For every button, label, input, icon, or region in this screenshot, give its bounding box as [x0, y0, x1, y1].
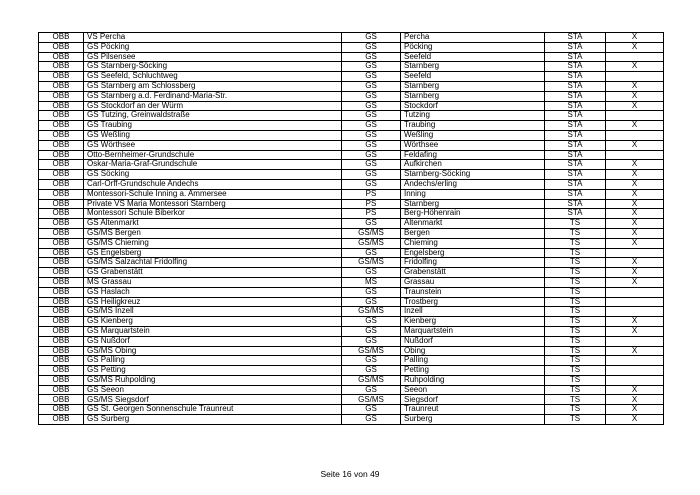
mark-cell: X: [606, 268, 664, 278]
district-cell: TS: [545, 356, 606, 366]
school-type-cell: GS/MS: [342, 346, 401, 356]
table-row: [39, 238, 664, 248]
district-cell: STA: [545, 42, 606, 52]
region-cell: OBB: [39, 356, 84, 366]
region-cell: OBB: [39, 297, 84, 307]
mark-cell: [606, 72, 664, 82]
table-row: [39, 189, 664, 199]
location-cell: Traunreut: [401, 405, 545, 415]
location-cell: Starnberg: [401, 199, 545, 209]
location-cell: Traunstein: [401, 287, 545, 297]
district-cell: STA: [545, 52, 606, 62]
district-cell: TS: [545, 277, 606, 287]
district-cell: STA: [545, 160, 606, 170]
region-cell: OBB: [39, 277, 84, 287]
school-type-cell: GS: [342, 336, 401, 346]
location-cell: Aufkirchen: [401, 160, 545, 170]
district-cell: STA: [545, 121, 606, 131]
school-name-cell: GS Wörthsee: [84, 140, 342, 150]
region-cell: OBB: [39, 228, 84, 238]
school-name-cell: GS Pöcking: [84, 42, 342, 52]
region-cell: OBB: [39, 209, 84, 219]
school-name-cell: Montessori Schule Biberkor: [84, 209, 342, 219]
school-type-cell: GS/MS: [342, 395, 401, 405]
mark-cell: X: [606, 209, 664, 219]
table-row: [39, 366, 664, 376]
table-row: [39, 268, 664, 278]
region-cell: OBB: [39, 130, 84, 140]
table-row: [39, 336, 664, 346]
district-cell: STA: [545, 199, 606, 209]
school-type-cell: GS: [342, 287, 401, 297]
location-cell: Trostberg: [401, 297, 545, 307]
table-row: [39, 287, 664, 297]
district-cell: TS: [545, 258, 606, 268]
school-name-cell: GS Söcking: [84, 170, 342, 180]
district-cell: STA: [545, 179, 606, 189]
table-row: [39, 356, 664, 366]
district-cell: STA: [545, 189, 606, 199]
region-cell: OBB: [39, 150, 84, 160]
table-row: [39, 346, 664, 356]
location-cell: Seefeld: [401, 72, 545, 82]
table-row: [39, 385, 664, 395]
school-name-cell: GS Altenmarkt: [84, 219, 342, 229]
mark-cell: [606, 287, 664, 297]
school-name-cell: GS Palling: [84, 356, 342, 366]
school-name-cell: GS Traubing: [84, 121, 342, 131]
table-row: [39, 72, 664, 82]
region-cell: OBB: [39, 189, 84, 199]
table-row: [39, 209, 664, 219]
mark-cell: [606, 366, 664, 376]
mark-cell: X: [606, 238, 664, 248]
region-cell: OBB: [39, 258, 84, 268]
location-cell: Seefeld: [401, 52, 545, 62]
school-type-cell: GS/MS: [342, 375, 401, 385]
school-name-cell: GS Tutzing, Greinwaldstraße: [84, 111, 342, 121]
school-name-cell: GS Surberg: [84, 415, 342, 425]
table-row: [39, 140, 664, 150]
district-cell: STA: [545, 91, 606, 101]
school-name-cell: GS/MS Bergen: [84, 228, 342, 238]
school-table: [38, 32, 664, 425]
school-type-cell: GS: [342, 111, 401, 121]
table-row: [39, 415, 664, 425]
school-name-cell: GS Kienberg: [84, 317, 342, 327]
mark-cell: X: [606, 258, 664, 268]
mark-cell: [606, 375, 664, 385]
location-cell: Starnberg: [401, 62, 545, 72]
school-name-cell: GS/MS Ruhpolding: [84, 375, 342, 385]
region-cell: OBB: [39, 52, 84, 62]
district-cell: TS: [545, 366, 606, 376]
mark-cell: X: [606, 277, 664, 287]
mark-cell: X: [606, 179, 664, 189]
school-name-cell: Montessori-Schule Inning a. Ammersee: [84, 189, 342, 199]
school-type-cell: GS: [342, 385, 401, 395]
school-type-cell: GS/MS: [342, 307, 401, 317]
region-cell: OBB: [39, 160, 84, 170]
mark-cell: X: [606, 189, 664, 199]
location-cell: Percha: [401, 33, 545, 43]
region-cell: OBB: [39, 268, 84, 278]
school-name-cell: GS Engelsberg: [84, 248, 342, 258]
table-row: [39, 130, 664, 140]
table-row: [39, 170, 664, 180]
school-type-cell: PS: [342, 189, 401, 199]
region-cell: OBB: [39, 336, 84, 346]
location-cell: Weßling: [401, 130, 545, 140]
table-row: [39, 307, 664, 317]
region-cell: OBB: [39, 326, 84, 336]
location-cell: Berg-Höhenrain: [401, 209, 545, 219]
region-cell: OBB: [39, 346, 84, 356]
school-type-cell: GS: [342, 160, 401, 170]
location-cell: Andechs/erling: [401, 179, 545, 189]
location-cell: Kienberg: [401, 317, 545, 327]
school-type-cell: GS: [342, 268, 401, 278]
mark-cell: [606, 248, 664, 258]
table-row: [39, 248, 664, 258]
table-row: [39, 277, 664, 287]
school-type-cell: GS: [342, 317, 401, 327]
region-cell: OBB: [39, 248, 84, 258]
school-type-cell: PS: [342, 199, 401, 209]
school-type-cell: GS: [342, 52, 401, 62]
school-type-cell: GS: [342, 33, 401, 43]
school-type-cell: GS: [342, 170, 401, 180]
location-cell: Starnberg: [401, 81, 545, 91]
region-cell: OBB: [39, 307, 84, 317]
school-name-cell: GS/MS Chieming: [84, 238, 342, 248]
region-cell: OBB: [39, 405, 84, 415]
mark-cell: [606, 130, 664, 140]
region-cell: OBB: [39, 72, 84, 82]
location-cell: Wörthsee: [401, 140, 545, 150]
school-name-cell: GS/MS Siegsdorf: [84, 395, 342, 405]
school-name-cell: GS/MS Salzachtal Fridolfing: [84, 258, 342, 268]
school-type-cell: GS: [342, 179, 401, 189]
mark-cell: X: [606, 121, 664, 131]
table-row: [39, 258, 664, 268]
table-row: [39, 219, 664, 229]
district-cell: STA: [545, 140, 606, 150]
school-name-cell: Oskar-Maria-Graf-Grundschule: [84, 160, 342, 170]
location-cell: Altenmarkt: [401, 219, 545, 229]
school-name-cell: GS Starnberg-Söcking: [84, 62, 342, 72]
school-name-cell: GS Stockdorf an der Würm: [84, 101, 342, 111]
district-cell: TS: [545, 405, 606, 415]
district-cell: STA: [545, 209, 606, 219]
school-name-cell: GS Nußdorf: [84, 336, 342, 346]
location-cell: Inning: [401, 189, 545, 199]
region-cell: OBB: [39, 42, 84, 52]
school-name-cell: GS Heiligkreuz: [84, 297, 342, 307]
school-type-cell: GS: [342, 150, 401, 160]
page-footer: Seite 16 von 49: [320, 469, 380, 479]
school-type-cell: GS: [342, 356, 401, 366]
region-cell: OBB: [39, 101, 84, 111]
district-cell: STA: [545, 72, 606, 82]
region-cell: OBB: [39, 287, 84, 297]
mark-cell: X: [606, 405, 664, 415]
mark-cell: X: [606, 160, 664, 170]
region-cell: OBB: [39, 62, 84, 72]
location-cell: Inzell: [401, 307, 545, 317]
mark-cell: X: [606, 199, 664, 209]
region-cell: OBB: [39, 366, 84, 376]
location-cell: Palling: [401, 356, 545, 366]
table-row: [39, 199, 664, 209]
district-cell: TS: [545, 248, 606, 258]
school-name-cell: GS Petting: [84, 366, 342, 376]
school-name-cell: GS St. Georgen Sonnenschule Traunreut: [84, 405, 342, 415]
school-type-cell: GS/MS: [342, 228, 401, 238]
region-cell: OBB: [39, 121, 84, 131]
location-cell: Grassau: [401, 277, 545, 287]
table-row: [39, 91, 664, 101]
region-cell: OBB: [39, 33, 84, 43]
district-cell: STA: [545, 111, 606, 121]
school-type-cell: GS/MS: [342, 238, 401, 248]
mark-cell: X: [606, 326, 664, 336]
district-cell: TS: [545, 385, 606, 395]
mark-cell: X: [606, 415, 664, 425]
table-row: [39, 395, 664, 405]
location-cell: Marquartstein: [401, 326, 545, 336]
district-cell: TS: [545, 326, 606, 336]
district-cell: TS: [545, 415, 606, 425]
region-cell: OBB: [39, 375, 84, 385]
location-cell: Traubing: [401, 121, 545, 131]
region-cell: OBB: [39, 395, 84, 405]
location-cell: Seeon: [401, 385, 545, 395]
table-row: [39, 375, 664, 385]
region-cell: OBB: [39, 140, 84, 150]
location-cell: Starnberg: [401, 91, 545, 101]
mark-cell: X: [606, 42, 664, 52]
region-cell: OBB: [39, 385, 84, 395]
school-name-cell: GS Weßling: [84, 130, 342, 140]
school-name-cell: GS Grabenstätt: [84, 268, 342, 278]
school-name-cell: GS Seeon: [84, 385, 342, 395]
table-row: [39, 326, 664, 336]
school-type-cell: GS: [342, 42, 401, 52]
location-cell: Siegsdorf: [401, 395, 545, 405]
location-cell: Feldafing: [401, 150, 545, 160]
school-type-cell: PS: [342, 209, 401, 219]
mark-cell: X: [606, 385, 664, 395]
location-cell: Grabenstätt: [401, 268, 545, 278]
district-cell: TS: [545, 307, 606, 317]
school-name-cell: GS Pilsensee: [84, 52, 342, 62]
table-row: [39, 42, 664, 52]
school-name-cell: VS Percha: [84, 33, 342, 43]
mark-cell: X: [606, 140, 664, 150]
school-name-cell: GS Starnberg am Schlossberg: [84, 81, 342, 91]
table-row: [39, 297, 664, 307]
district-cell: STA: [545, 150, 606, 160]
location-cell: Nußdorf: [401, 336, 545, 346]
location-cell: Fridolfing: [401, 258, 545, 268]
mark-cell: X: [606, 33, 664, 43]
district-cell: STA: [545, 101, 606, 111]
school-name-cell: GS Haslach: [84, 287, 342, 297]
mark-cell: X: [606, 101, 664, 111]
region-cell: OBB: [39, 199, 84, 209]
school-name-cell: GS Starnberg a.d. Ferdinand-Maria-Str.: [84, 91, 342, 101]
location-cell: Surberg: [401, 415, 545, 425]
mark-cell: [606, 297, 664, 307]
table-row: [39, 62, 664, 72]
district-cell: STA: [545, 130, 606, 140]
school-table-body: [39, 33, 664, 425]
mark-cell: [606, 356, 664, 366]
school-name-cell: MS Grassau: [84, 277, 342, 287]
table-row: [39, 121, 664, 131]
table-row: [39, 52, 664, 62]
mark-cell: [606, 150, 664, 160]
school-type-cell: GS: [342, 326, 401, 336]
district-cell: TS: [545, 297, 606, 307]
district-cell: TS: [545, 317, 606, 327]
school-type-cell: GS: [342, 140, 401, 150]
district-cell: TS: [545, 336, 606, 346]
district-cell: TS: [545, 346, 606, 356]
school-type-cell: GS: [342, 72, 401, 82]
table-row: [39, 111, 664, 121]
school-name-cell: GS Marquartstein: [84, 326, 342, 336]
school-type-cell: GS: [342, 366, 401, 376]
school-type-cell: GS: [342, 248, 401, 258]
mark-cell: X: [606, 317, 664, 327]
school-type-cell: GS: [342, 219, 401, 229]
table-row: [39, 317, 664, 327]
location-cell: Chieming: [401, 238, 545, 248]
location-cell: Bergen: [401, 228, 545, 238]
region-cell: OBB: [39, 179, 84, 189]
region-cell: OBB: [39, 238, 84, 248]
table-row: [39, 179, 664, 189]
region-cell: OBB: [39, 111, 84, 121]
district-cell: STA: [545, 81, 606, 91]
school-type-cell: GS/MS: [342, 258, 401, 268]
mark-cell: X: [606, 62, 664, 72]
district-cell: TS: [545, 238, 606, 248]
school-name-cell: GS/MS Obing: [84, 346, 342, 356]
location-cell: Tutzing: [401, 111, 545, 121]
school-name-cell: Otto-Bernheimer-Grundschule: [84, 150, 342, 160]
school-type-cell: GS: [342, 101, 401, 111]
region-cell: OBB: [39, 317, 84, 327]
location-cell: Petting: [401, 366, 545, 376]
school-type-cell: GS: [342, 415, 401, 425]
location-cell: Obing: [401, 346, 545, 356]
district-cell: STA: [545, 62, 606, 72]
school-name-cell: GS/MS Inzell: [84, 307, 342, 317]
location-cell: Stockdorf: [401, 101, 545, 111]
school-type-cell: GS: [342, 81, 401, 91]
mark-cell: X: [606, 91, 664, 101]
district-cell: STA: [545, 33, 606, 43]
region-cell: OBB: [39, 170, 84, 180]
location-cell: Pöcking: [401, 42, 545, 52]
mark-cell: X: [606, 395, 664, 405]
mark-cell: X: [606, 346, 664, 356]
mark-cell: [606, 336, 664, 346]
mark-cell: X: [606, 228, 664, 238]
district-cell: TS: [545, 395, 606, 405]
location-cell: Engelsberg: [401, 248, 545, 258]
district-cell: TS: [545, 268, 606, 278]
table-row: [39, 160, 664, 170]
school-type-cell: GS: [342, 91, 401, 101]
region-cell: OBB: [39, 91, 84, 101]
region-cell: OBB: [39, 81, 84, 91]
mark-cell: [606, 111, 664, 121]
table-row: [39, 150, 664, 160]
table-row: [39, 405, 664, 415]
table-row: [39, 101, 664, 111]
mark-cell: X: [606, 219, 664, 229]
school-type-cell: GS: [342, 405, 401, 415]
school-type-cell: GS: [342, 121, 401, 131]
mark-cell: X: [606, 170, 664, 180]
mark-cell: [606, 52, 664, 62]
school-type-cell: MS: [342, 277, 401, 287]
district-cell: TS: [545, 219, 606, 229]
region-cell: OBB: [39, 415, 84, 425]
region-cell: OBB: [39, 219, 84, 229]
district-cell: TS: [545, 287, 606, 297]
location-cell: Starnberg-Söcking: [401, 170, 545, 180]
mark-cell: [606, 307, 664, 317]
school-type-cell: GS: [342, 297, 401, 307]
school-name-cell: GS Seefeld, Schluchtweg: [84, 72, 342, 82]
location-cell: Ruhpolding: [401, 375, 545, 385]
district-cell: TS: [545, 228, 606, 238]
school-type-cell: GS: [342, 62, 401, 72]
table-row: [39, 228, 664, 238]
mark-cell: X: [606, 81, 664, 91]
school-name-cell: Private VS Maria Montessori Starnberg: [84, 199, 342, 209]
district-cell: TS: [545, 375, 606, 385]
school-type-cell: GS: [342, 130, 401, 140]
table-row: [39, 33, 664, 43]
school-name-cell: Carl-Orff-Grundschule Andechs: [84, 179, 342, 189]
table-row: [39, 81, 664, 91]
district-cell: STA: [545, 170, 606, 180]
